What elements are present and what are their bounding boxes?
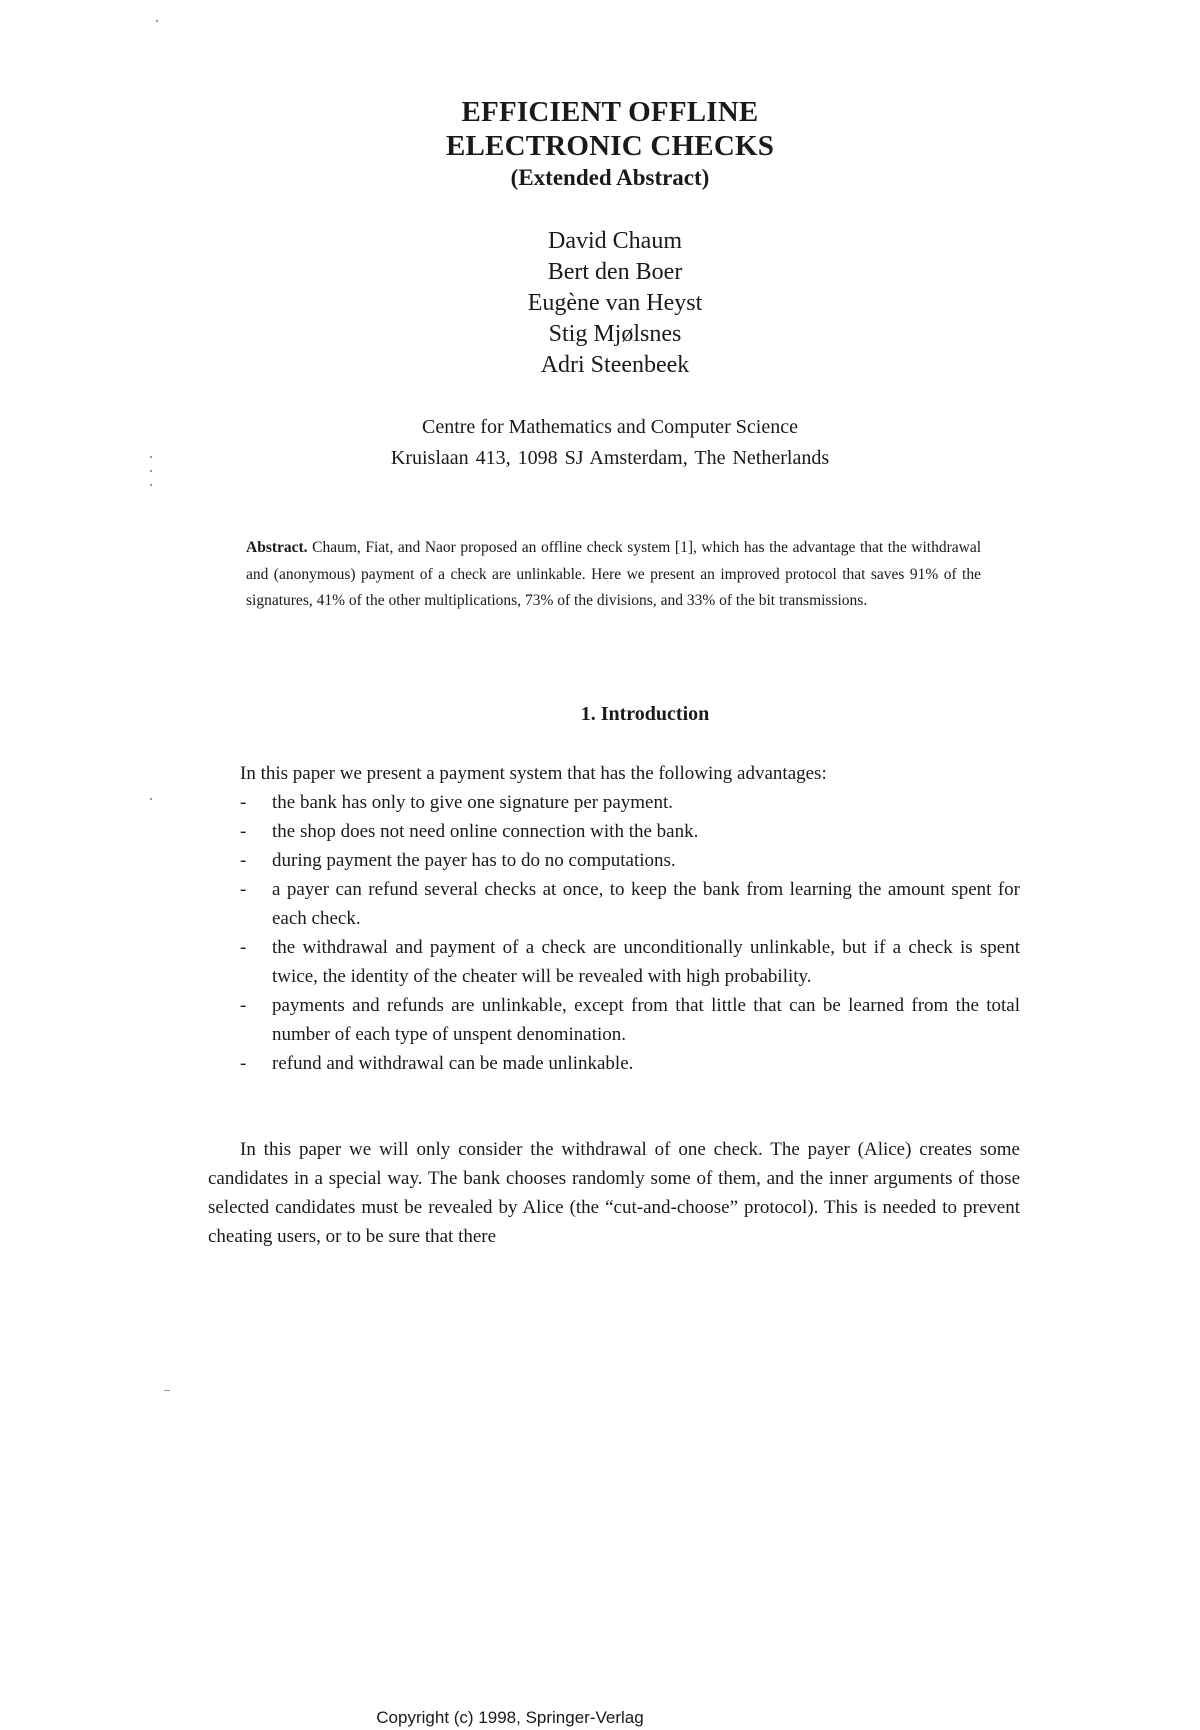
scan-speck: [150, 798, 152, 800]
bullet-dash: -: [240, 1053, 247, 1074]
bullet-dash: -: [240, 995, 247, 1016]
list-item: [240, 1049, 1020, 1078]
advantages-list: [240, 788, 1020, 1078]
bullet-dash: -: [240, 792, 247, 813]
list-item: [240, 846, 1020, 875]
bullet-dash: -: [240, 850, 247, 871]
bullet-dash: -: [240, 879, 247, 900]
affiliation-institution: Centre for Mathematics and Computer Science: [422, 416, 798, 438]
scan-speck: [150, 470, 152, 472]
section-heading-introduction: 1. Introduction: [580, 703, 710, 725]
list-item: [240, 991, 1020, 1049]
list-item: [240, 933, 1020, 991]
abstract-text: Chaum, Fiat, and Naor proposed an offline check system [1], which has the advantage that the withdrawal and (anonymous) payment of a check are unlinkable. Here we present an improved protocol that saves 91% of the signatures, 41% of the other multiplications, 73% of the divisions, and 33% of the bit transmissions.: [246, 539, 982, 609]
affiliation-address: Kruislaan 413, 1098 SJ Amsterdam, The Netherlands: [390, 447, 830, 469]
list-item: [240, 788, 1020, 817]
bullet-dash: -: [240, 821, 247, 842]
copyright-footer: Copyright (c) 1998, Springer-Verlag: [376, 1708, 644, 1727]
scan-speck: [156, 20, 158, 22]
abstract-label: Abstract.: [246, 539, 308, 556]
author-list: [0, 226, 1200, 381]
author-name: Adri Steenbeek: [540, 352, 690, 378]
author-name: Stig Mjølsnes: [548, 321, 682, 347]
list-item-text: the shop does not need online connection with the bank.: [272, 821, 699, 842]
paper-title-line-1: EFFICIENT OFFLINE: [461, 96, 759, 128]
list-item: [240, 875, 1020, 933]
list-item-text: a payer can refund several checks at once, to keep the bank from learning the amount spent for each check.: [272, 879, 1020, 929]
abstract-paragraph: [246, 535, 981, 615]
list-item-text: during payment the payer has to do no computations.: [272, 850, 676, 871]
list-item-text: payments and refunds are unlinkable, except from that little that can be learned from the total number of each type of unspent denomination.: [272, 995, 1020, 1045]
paper-title-line-2: ELECTRONIC CHECKS: [445, 130, 775, 162]
scan-speck: [150, 456, 152, 458]
author-name: Eugène van Heyst: [527, 290, 703, 316]
list-item: [240, 817, 1020, 846]
list-item-text: the bank has only to give one signature per payment.: [272, 792, 674, 813]
author-name: Bert den Boer: [547, 259, 683, 285]
scan-speck: [150, 484, 152, 486]
author-name: David Chaum: [548, 228, 682, 254]
paper-subtitle: (Extended Abstract): [510, 165, 710, 190]
intro-lead-sentence: In this paper we present a payment system that has the following advantages:: [240, 763, 827, 784]
list-item-text: refund and withdrawal can be made unlinkable.: [272, 1053, 634, 1074]
bullet-dash: -: [240, 937, 247, 958]
body-paragraph: In this paper we will only consider the withdrawal of one check. The payer (Alice) creates some candidates in a special way. The bank chooses randomly some of them, and the inner arguments of those selected candidates must be revealed by Alice (the “cut-and-choose” protocol). This is needed to prevent cheating users, or to be sure that there: [208, 1139, 1020, 1247]
list-item-text: the withdrawal and payment of a check are unconditionally unlinkable, but if a check is spent twice, the identity of the cheater will be revealed with high probability.: [272, 937, 1020, 987]
scan-speck: [164, 1390, 170, 1391]
